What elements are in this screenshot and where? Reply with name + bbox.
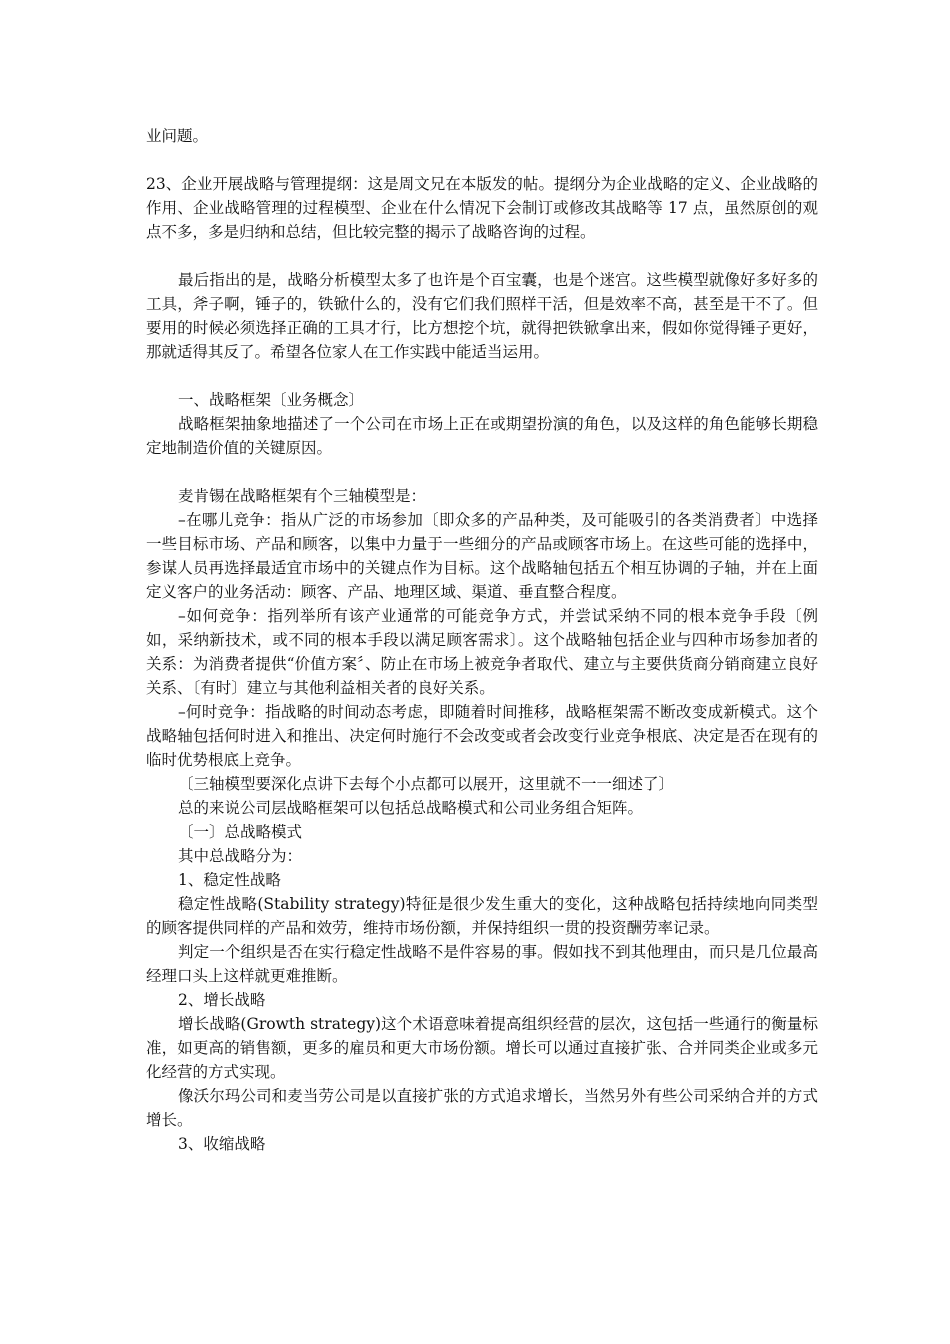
subheading-retrenchment-strategy: 3、收缩战略: [178, 1135, 266, 1153]
paragraph-gap: [146, 364, 818, 388]
paragraph-axis-where: –在哪儿竞争：指从广泛的市场参加〔即众多的产品种类，及可能吸引的各类消费者〕中选择一些目标市场、产品和顾客，以集中力量于一些细分的产品或顾客市场上。在这些可能的选择中，参谋人员再选择最适宜市场中的关键点作为目标。这个战略轴包括五个相互协调的子轴，并在上面定义客户的业务活动：顾客、产品、地理区域、渠道、垂直整合程度。: [146, 511, 818, 601]
paragraph-framework-summary: 总的来说公司层战略框架可以包括总战略模式和公司业务组合矩阵。: [178, 799, 644, 817]
paragraph-continuation: 业问题。: [146, 127, 209, 145]
paragraph-three-axis-intro: 麦肯锡在战略框架有个三轴模型是：: [178, 487, 427, 505]
paragraph-stability-judgement: 判定一个组织是否在实行稳定性战略不是件容易的事。假如找不到其他理由，而只是几位最高经理口头上这样就更难推断。: [146, 943, 818, 985]
subheading-growth-strategy: 2、增长战略: [178, 991, 266, 1009]
paragraph-gap: [146, 148, 818, 172]
paragraph-growth-definition: 增长战略(Growth strategy)这个术语意味着提高组织经营的层次，这包括一些通行的衡量标准，如更高的销售额，更多的雇员和更大市场份额。增长可以通过直接扩张、合并同类企业或多元化经营的方式实现。: [146, 1015, 818, 1081]
paragraph-axis-when: –何时竞争：指战略的时间动态考虑，即随着时间推移，战略框架需不断改变成新模式。这个战略轴包括何时进入和推出、决定何时施行不会改变或者会改变行业竞争根底、决定是否在现有的临时优势根底上竞争。: [146, 703, 818, 769]
paragraph-framework-definition: 战略框架抽象地描述了一个公司在市场上正在或期望扮演的角色，以及这样的角色能够长期稳定地制造价值的关键原因。: [146, 415, 818, 457]
section-heading-strategy-framework: 一、战略框架〔业务概念〕: [178, 391, 365, 409]
paragraph-gap: [146, 244, 818, 268]
paragraph-item-23: 23、企业开展战略与管理提纲：这是周文兄在本版发的帖。提纲分为企业战略的定义、企业战略的作用、企业战略管理的过程模型、企业在什么情况下会制订或修改其战略等 17 点，虽然原创的观点不多，多是归纳和总结，但比较完整的揭示了战略咨询的过程。: [146, 175, 818, 241]
paragraph-growth-examples: 像沃尔玛公司和麦当劳公司是以直接扩张的方式追求增长，当然另外有些公司采纳合并的方式增长。: [146, 1087, 818, 1129]
paragraph-strategy-types-intro: 其中总战略分为：: [178, 847, 303, 865]
paragraph-stability-definition: 稳定性战略(Stability strategy)特征是很少发生重大的变化，这种战略包括持续地向同类型的顾客提供同样的产品和效劳，维持市场份额，并保持组织一贯的投资酬劳率记录。: [146, 895, 818, 937]
subheading-stability-strategy: 1、稳定性战略: [178, 871, 281, 889]
document-page: [146, 124, 818, 1156]
paragraph-conclusion: 最后指出的是，战略分析模型太多了也许是个百宝囊，也是个迷宫。这些模型就像好多好多的工具，斧子啊，锤子的，铁锨什么的，没有它们我们照样干活，但是效率不高，甚至是干不了。但要用的时候必须选择正确的工具才行，比方想挖个坑，就得把铁锨拿出来，假如你觉得锤子更好，那就适得其反了。希望各位家人在工作实践中能适当运用。: [146, 271, 818, 361]
subheading-overall-strategy: 〔一〕总战略模式: [178, 823, 303, 841]
paragraph-three-axis-note: 〔三轴模型要深化点讲下去每个小点都可以展开，这里就不一一细述了〕: [178, 775, 675, 793]
paragraph-gap: [146, 460, 818, 484]
paragraph-axis-how: –如何竞争：指列举所有该产业通常的可能竞争方式，并尝试采纳不同的根本竞争手段〔例如，采纳新技术，或不同的根本手段以满足顾客需求〕。这个战略轴包括企业与四种市场参加者的关系：为消费者提供“价值方案〞、防止在市场上被竞争者取代、建立与主要供货商分销商建立良好关系、〔有时〕建立与其他利益相关者的良好关系。: [146, 607, 818, 697]
